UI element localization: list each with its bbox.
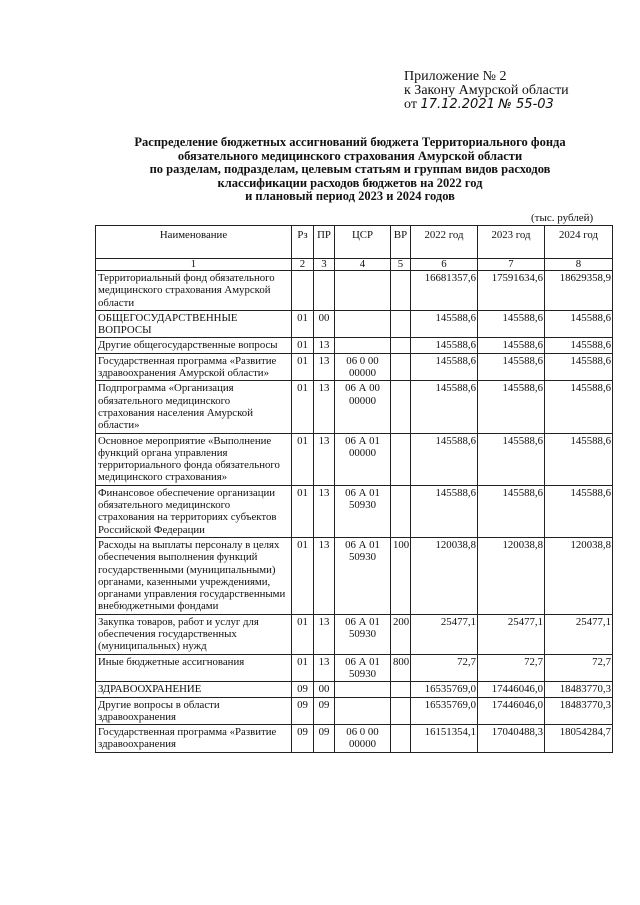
row-2023-cell: 120038,8 xyxy=(478,537,545,614)
row-2024-cell: 18054284,7 xyxy=(545,725,613,753)
row-2024-cell: 72,7 xyxy=(545,654,613,682)
row-2022-cell: 16681357,6 xyxy=(411,271,478,311)
row-2023-cell: 145588,6 xyxy=(478,310,545,338)
row-vr-cell xyxy=(391,485,411,537)
row-2022-cell: 145588,6 xyxy=(411,338,478,353)
title-line: обязательного медицинского страхования Амурской области xyxy=(177,148,523,163)
title-line: и плановый период 2023 и 2024 годов xyxy=(245,189,455,203)
table-row xyxy=(96,697,613,725)
table-row xyxy=(96,485,613,537)
row-2022-cell: 145588,6 xyxy=(411,353,478,381)
row-pr-cell xyxy=(314,271,335,311)
row-2024-cell: 18483770,3 xyxy=(545,697,613,725)
column-number-row xyxy=(96,259,613,271)
row-2023-cell: 25477,1 xyxy=(478,614,545,654)
row-2024-cell: 145588,6 xyxy=(545,310,613,338)
row-2022-cell: 145588,6 xyxy=(411,381,478,433)
row-vr-cell: 100 xyxy=(391,537,411,614)
row-pr-cell: 13 xyxy=(314,338,335,353)
row-rz-cell xyxy=(292,271,314,311)
row-2023-cell: 145588,6 xyxy=(478,353,545,381)
table-row xyxy=(96,654,613,682)
row-rz-cell: 01 xyxy=(292,614,314,654)
col-num: 1 xyxy=(96,259,292,271)
row-vr-cell xyxy=(391,353,411,381)
row-name-cell: Основное мероприятие «Выполнение функций органа управления территориального фонда обязательного медицинского страхования» xyxy=(96,433,292,485)
header-vr: ВР xyxy=(391,226,411,259)
table-row xyxy=(96,433,613,485)
header-rz: Рз xyxy=(292,226,314,259)
row-2023-cell: 17591634,6 xyxy=(478,271,545,311)
row-2022-cell: 120038,8 xyxy=(411,537,478,614)
table-row xyxy=(96,682,613,697)
row-vr-cell xyxy=(391,682,411,697)
row-2022-cell: 72,7 xyxy=(411,654,478,682)
row-name-cell: Государственная программа «Развитие здравоохранения xyxy=(96,725,292,753)
row-2022-cell: 145588,6 xyxy=(411,433,478,485)
row-2024-cell: 120038,8 xyxy=(545,537,613,614)
row-vr-cell xyxy=(391,725,411,753)
title-line: классификации расходов бюджетов на 2022 год xyxy=(217,175,483,190)
row-csr-cell: 06 А 01 50930 xyxy=(335,614,391,654)
signature-number: № 55-03 xyxy=(498,97,554,112)
row-csr-cell: 06 А 01 50930 xyxy=(335,654,391,682)
row-rz-cell: 01 xyxy=(292,537,314,614)
header-name: Наименование xyxy=(96,226,292,259)
row-pr-cell: 13 xyxy=(314,485,335,537)
title-line: по разделам, подразделам, целевым статьям и группам видов расходов xyxy=(149,162,551,176)
appendix-block xyxy=(404,70,569,112)
row-vr-cell xyxy=(391,310,411,338)
row-2022-cell: 16535769,0 xyxy=(411,697,478,725)
row-2024-cell: 145588,6 xyxy=(545,485,613,537)
row-name-cell: Финансовое обеспечение организации обязательного медицинского страхования на территориях субъектов Российской Федерации xyxy=(96,485,292,537)
row-2023-cell: 145588,6 xyxy=(478,485,545,537)
row-2023-cell: 17040488,3 xyxy=(478,725,545,753)
row-rz-cell: 09 xyxy=(292,697,314,725)
table-row xyxy=(96,381,613,433)
row-2022-cell: 145588,6 xyxy=(411,485,478,537)
row-rz-cell: 01 xyxy=(292,381,314,433)
row-pr-cell: 09 xyxy=(314,725,335,753)
row-pr-cell: 00 xyxy=(314,682,335,697)
row-2023-cell: 72,7 xyxy=(478,654,545,682)
row-2023-cell: 17446046,0 xyxy=(478,682,545,697)
row-name-cell: ОБЩЕГОСУДАРСТВЕННЫЕ ВОПРОСЫ xyxy=(96,310,292,338)
row-rz-cell: 09 xyxy=(292,682,314,697)
row-name-cell: Государственная программа «Развитие здравоохранения Амурской области» xyxy=(96,353,292,381)
appendix-from: от xyxy=(404,97,417,112)
row-vr-cell: 800 xyxy=(391,654,411,682)
row-2022-cell: 25477,1 xyxy=(411,614,478,654)
col-num: 7 xyxy=(478,259,545,271)
row-2023-cell: 145588,6 xyxy=(478,338,545,353)
row-pr-cell: 00 xyxy=(314,310,335,338)
row-csr-cell: 06 А 00 00000 xyxy=(335,381,391,433)
table-row xyxy=(96,614,613,654)
col-num: 3 xyxy=(314,259,335,271)
row-csr-cell xyxy=(335,697,391,725)
row-vr-cell xyxy=(391,338,411,353)
row-pr-cell: 13 xyxy=(314,433,335,485)
row-name-cell: Расходы на выплаты персоналу в целях обеспечения выполнения функций государственными (муниципальными) органами, казенными учреждениями, органами управления государственными внебюджетными фондами xyxy=(96,537,292,614)
row-name-cell: ЗДРАВООХРАНЕНИЕ xyxy=(96,682,292,697)
header-2022: 2022 год xyxy=(411,226,478,259)
row-name-cell: Закупка товаров, работ и услуг для обеспечения государственных (муниципальных) нужд xyxy=(96,614,292,654)
row-2024-cell: 145588,6 xyxy=(545,433,613,485)
row-pr-cell: 13 xyxy=(314,353,335,381)
row-rz-cell: 01 xyxy=(292,433,314,485)
table-row xyxy=(96,537,613,614)
row-pr-cell: 13 xyxy=(314,654,335,682)
col-num: 2 xyxy=(292,259,314,271)
header-2024: 2024 год xyxy=(545,226,613,259)
row-pr-cell: 13 xyxy=(314,381,335,433)
row-vr-cell xyxy=(391,433,411,485)
row-vr-cell xyxy=(391,697,411,725)
row-2024-cell: 18483770,3 xyxy=(545,682,613,697)
col-num: 8 xyxy=(545,259,613,271)
row-2022-cell: 16151354,1 xyxy=(411,725,478,753)
row-2024-cell: 145588,6 xyxy=(545,381,613,433)
row-name-cell: Иные бюджетные ассигнования xyxy=(96,654,292,682)
row-csr-cell xyxy=(335,682,391,697)
row-pr-cell: 13 xyxy=(314,537,335,614)
row-2024-cell: 25477,1 xyxy=(545,614,613,654)
row-2023-cell: 145588,6 xyxy=(478,381,545,433)
row-rz-cell: 01 xyxy=(292,338,314,353)
row-csr-cell: 06 А 01 50930 xyxy=(335,485,391,537)
row-name-cell: Другие общегосударственные вопросы xyxy=(96,338,292,353)
row-vr-cell xyxy=(391,271,411,311)
row-vr-cell: 200 xyxy=(391,614,411,654)
row-2023-cell: 145588,6 xyxy=(478,433,545,485)
row-name-cell: Территориальный фонд обязательного медицинского страхования Амурской области xyxy=(96,271,292,311)
appendix-title: Приложение № 2 xyxy=(404,69,507,84)
row-rz-cell: 09 xyxy=(292,725,314,753)
table-row xyxy=(96,338,613,353)
row-rz-cell: 01 xyxy=(292,654,314,682)
row-csr-cell: 06 0 00 00000 xyxy=(335,725,391,753)
table-body xyxy=(96,271,613,753)
appendix-law: к Закону Амурской области xyxy=(404,83,569,98)
header-pr: ПР xyxy=(314,226,335,259)
table-row xyxy=(96,725,613,753)
row-pr-cell: 13 xyxy=(314,614,335,654)
budget-table xyxy=(95,225,613,753)
row-rz-cell: 01 xyxy=(292,310,314,338)
row-2023-cell: 17446046,0 xyxy=(478,697,545,725)
appendix-date-line xyxy=(404,98,569,112)
col-num: 5 xyxy=(391,259,411,271)
row-vr-cell xyxy=(391,381,411,433)
row-rz-cell: 01 xyxy=(292,485,314,537)
header-2023: 2023 год xyxy=(478,226,545,259)
units-label: (тыс. рублей) xyxy=(531,212,594,224)
row-name-cell: Подпрограмма «Организация обязательного медицинского страхования населения Амурской области» xyxy=(96,381,292,433)
col-num: 4 xyxy=(335,259,391,271)
row-csr-cell xyxy=(335,338,391,353)
row-pr-cell: 09 xyxy=(314,697,335,725)
title-line: Распределение бюджетных ассигнований бюджета Территориального фонда xyxy=(134,135,566,149)
header-csr: ЦСР xyxy=(335,226,391,259)
col-num: 6 xyxy=(411,259,478,271)
document-title xyxy=(96,136,604,204)
header-row xyxy=(96,226,613,259)
row-2024-cell: 145588,6 xyxy=(545,338,613,353)
row-csr-cell xyxy=(335,271,391,311)
row-rz-cell: 01 xyxy=(292,353,314,381)
row-2022-cell: 16535769,0 xyxy=(411,682,478,697)
row-2024-cell: 145588,6 xyxy=(545,353,613,381)
table-row xyxy=(96,271,613,311)
table-row xyxy=(96,353,613,381)
row-csr-cell: 06 0 00 00000 xyxy=(335,353,391,381)
signature-date: 17.12.2021 xyxy=(420,97,495,112)
row-2024-cell: 18629358,9 xyxy=(545,271,613,311)
table-row xyxy=(96,310,613,338)
row-name-cell: Другие вопросы в области здравоохранения xyxy=(96,697,292,725)
row-2022-cell: 145588,6 xyxy=(411,310,478,338)
row-csr-cell xyxy=(335,310,391,338)
row-csr-cell: 06 А 01 00000 xyxy=(335,433,391,485)
row-csr-cell: 06 А 01 50930 xyxy=(335,537,391,614)
